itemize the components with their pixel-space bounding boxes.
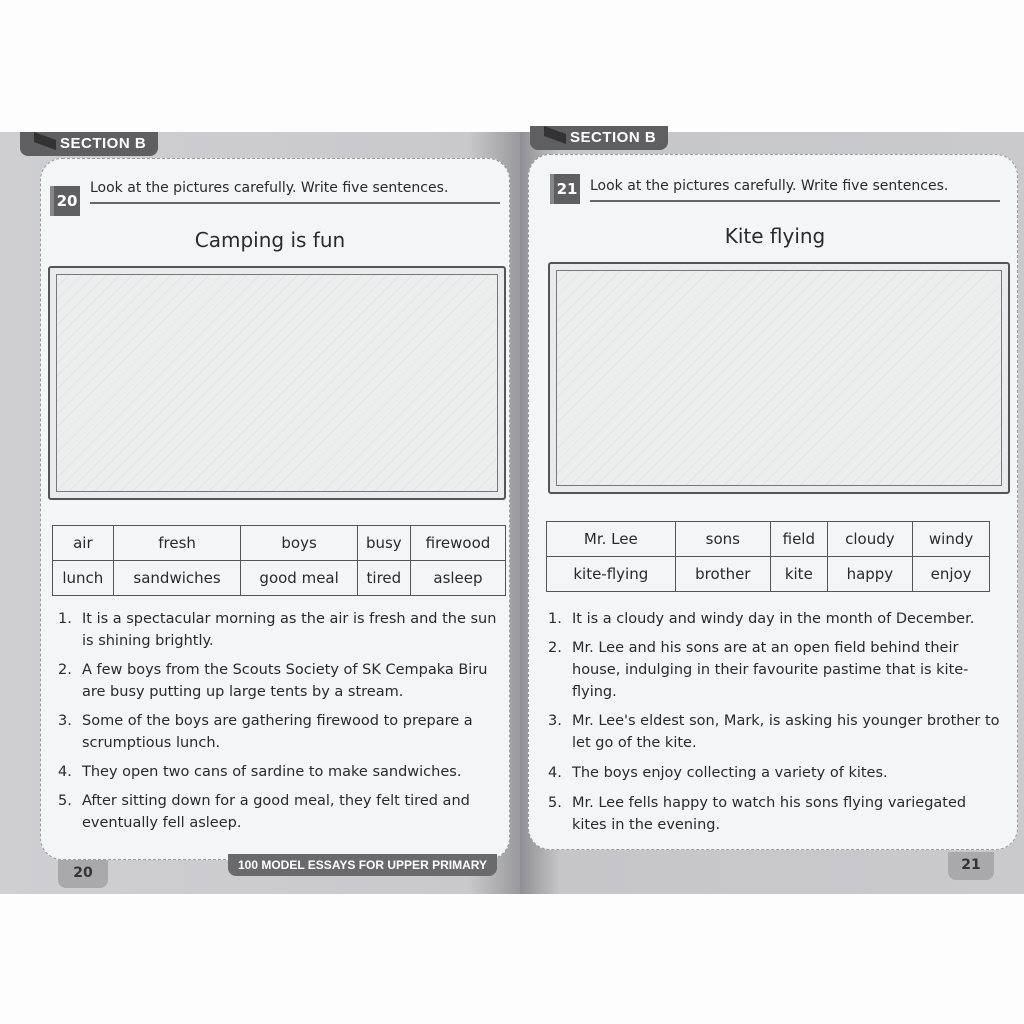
section-label <box>530 126 668 150</box>
sentence <box>548 792 1002 836</box>
word-cell: air <box>53 526 114 561</box>
sentence-number: 1. <box>58 611 72 627</box>
essay-title: Kite flying <box>724 224 826 248</box>
word-cell: good meal <box>241 561 357 596</box>
camping-illustration <box>48 266 506 500</box>
word-cell: firewood <box>410 526 505 561</box>
section-label <box>20 132 158 156</box>
word-cell: sandwiches <box>113 561 241 596</box>
sentence-text: They open two cans of sardine to make sandwiches. <box>82 764 462 780</box>
word-cell: tired <box>357 561 410 596</box>
sentence-number: 5. <box>58 793 72 809</box>
sentence <box>548 637 1002 703</box>
word-cell: brother <box>675 557 770 592</box>
sentence-number: 3. <box>548 713 562 729</box>
word-cell: busy <box>357 526 410 561</box>
sentence-text: It is a spectacular morning as the air is fresh and the sun is shining brightly. <box>82 611 497 649</box>
sentence-number: 1. <box>548 611 562 627</box>
book-title: 100 MODEL ESSAYS FOR UPPER PRIMARY <box>228 854 497 876</box>
kite-illustration <box>548 262 1010 494</box>
page-number: 20 <box>58 860 108 888</box>
sentence <box>548 762 1002 784</box>
sentence <box>58 790 510 834</box>
left-page <box>0 132 520 894</box>
word-cell: boys <box>241 526 357 561</box>
word-cell: kite <box>771 557 828 592</box>
sentence-number: 4. <box>58 764 72 780</box>
sentence-text: After sitting down for a good meal, they felt tired and eventually fell asleep. <box>82 793 470 831</box>
sentence-text: The boys enjoy collecting a variety of kites. <box>572 765 888 781</box>
sentence <box>58 659 510 703</box>
instruction: Look at the pictures carefully. Write five sentences. <box>90 180 500 204</box>
sentence-number: 5. <box>548 795 562 811</box>
word-cell: cloudy <box>827 522 913 557</box>
word-cell: windy <box>913 522 990 557</box>
sentence-list <box>58 608 510 841</box>
word-table <box>546 521 990 592</box>
page-number: 21 <box>948 852 994 880</box>
arrow-icon <box>34 132 56 150</box>
section-text: SECTION B <box>60 135 147 152</box>
word-cell: kite-flying <box>547 557 676 592</box>
sentence-list <box>548 608 1002 843</box>
word-cell: asleep <box>410 561 505 596</box>
question-number: 20 <box>50 186 80 216</box>
sentence <box>58 710 510 754</box>
sentence-number: 4. <box>548 765 562 781</box>
sentence-text: Some of the boys are gathering firewood to prepare a scrumptious lunch. <box>82 713 473 751</box>
essay-title: Camping is fun <box>194 228 346 252</box>
sentence <box>58 608 510 652</box>
arrow-icon <box>544 126 566 144</box>
sentence-number: 3. <box>58 713 72 729</box>
sentence-text: It is a cloudy and windy day in the month of December. <box>572 611 975 627</box>
sentence-number: 2. <box>58 662 72 678</box>
word-cell: happy <box>827 557 913 592</box>
word-cell: enjoy <box>913 557 990 592</box>
word-cell: lunch <box>53 561 114 596</box>
instruction: Look at the pictures carefully. Write five sentences. <box>590 178 1000 202</box>
sentence-text: Mr. Lee and his sons are at an open field behind their house, indulging in their favourite pastime that is kite-flying. <box>572 640 969 700</box>
question-number: 21 <box>550 174 580 204</box>
sentence <box>58 761 510 783</box>
sentence <box>548 710 1002 754</box>
sentence-number: 2. <box>548 640 562 656</box>
right-page <box>520 129 1024 894</box>
section-text: SECTION B <box>570 129 657 146</box>
sentence-text: Mr. Lee's eldest son, Mark, is asking his younger brother to let go of the kite. <box>572 713 1000 751</box>
word-cell: sons <box>675 522 770 557</box>
sentence-text: Mr. Lee fells happy to watch his sons flying variegated kites in the evening. <box>572 795 967 833</box>
sentence-text: A few boys from the Scouts Society of SK Cempaka Biru are busy putting up large tents by a stream. <box>82 662 488 700</box>
word-table <box>52 525 506 596</box>
word-cell: fresh <box>113 526 241 561</box>
word-cell: Mr. Lee <box>547 522 676 557</box>
sentence <box>548 608 1002 630</box>
word-cell: field <box>771 522 828 557</box>
